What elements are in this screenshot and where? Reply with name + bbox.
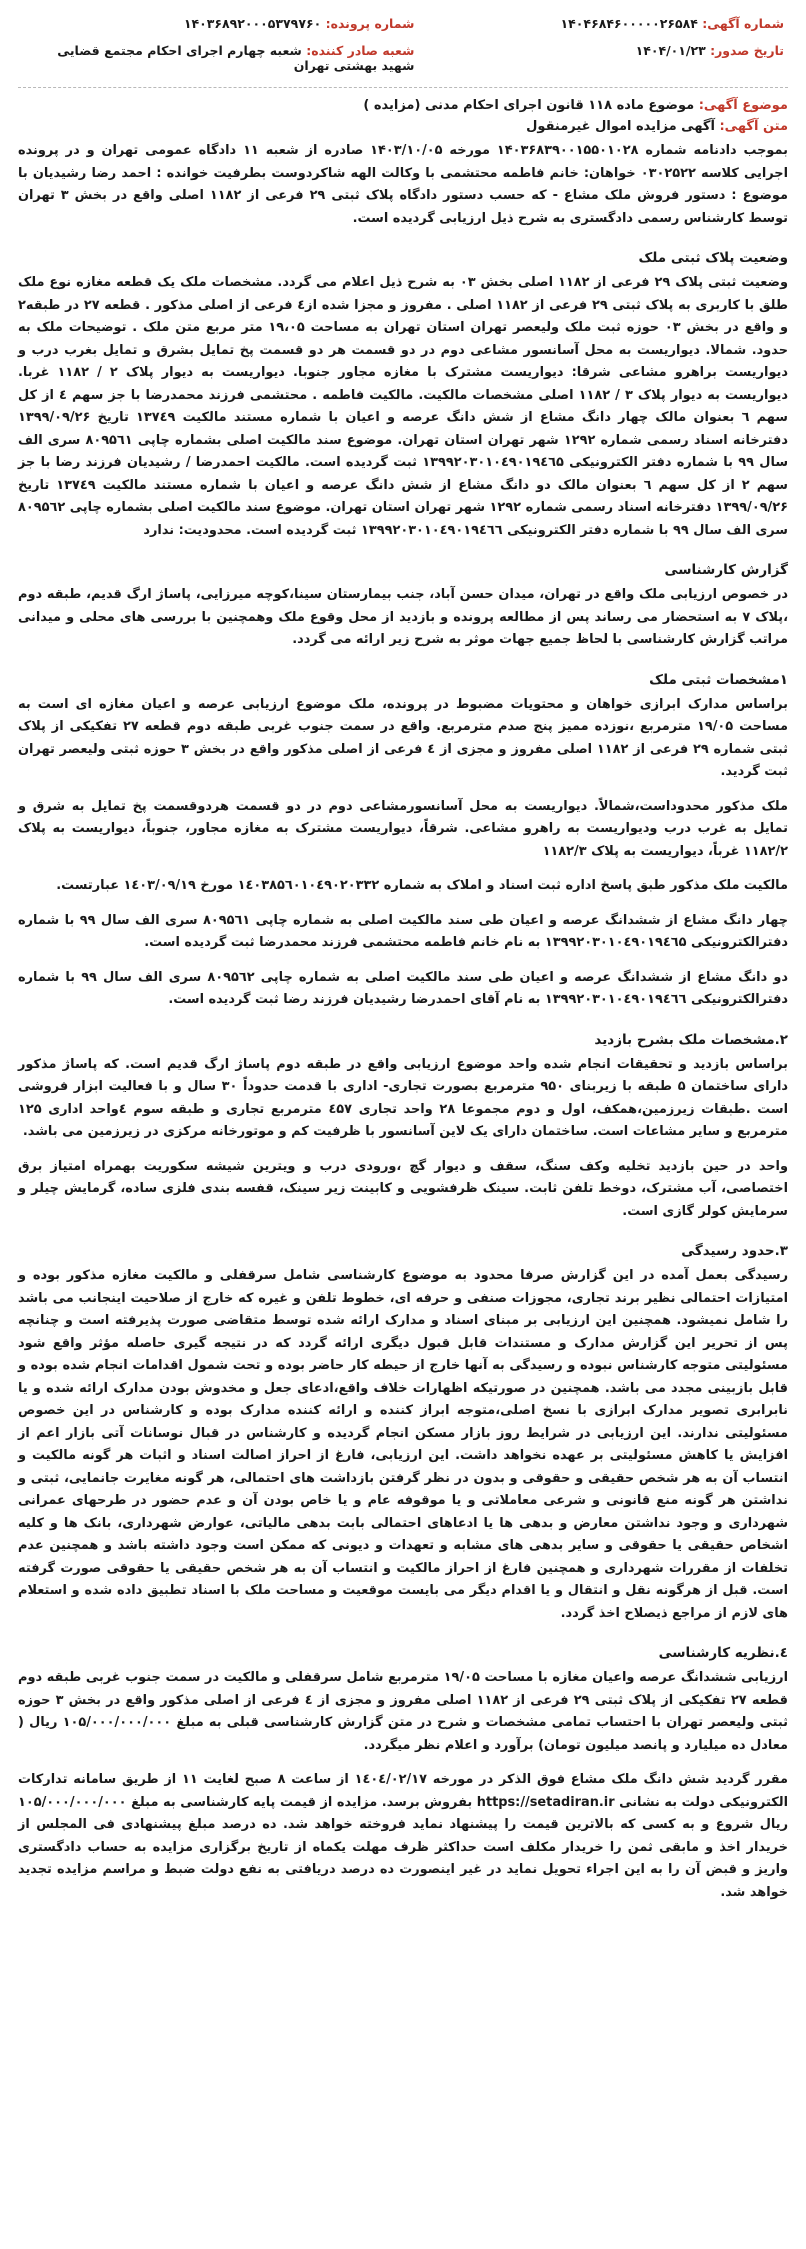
ad-number-value: ۱۴۰۴۶۸۴۶۰۰۰۰۰۲۶۵۸۴: [560, 16, 698, 31]
body-paragraph: بموجب دادنامه شماره ۱۴۰۳۶۸۳۹۰۰۱۵۵۰۱۰۲۸ مورخه ۱۴۰۳/۱۰/۰۵ صادره از شعبه ۱۱ دادگاه عمومی تهران و در پرونده اجرایی کلاسه ۰۳۰۲۵۲۲ خواهان: خانم فاطمه محتشمی با وکالت الهه شاکردوست بطرفیت خوانده : احمد رضا رشیدیان با موضوع : دستور فروش ملک مشاع - که حسب دستور دادگاه پلاک ثبتی ۲۹ فرعی از ۱۱۸۲ اصلی واقع در بخش ۳ تهران توسط کارشناس رسمی دادگستری به شرح ذیل ارزیابی گردیده است.: [18, 143, 788, 226]
issue-date-row: [418, 37, 788, 79]
section-heading: ٤.نظریه کارشناسی: [658, 1645, 788, 1661]
issuing-branch-value: شعبه چهارم اجرای احکام مجتمع قضایی شهید بهشتی تهران: [57, 43, 415, 73]
subject-value: موضوع ماده ۱۱۸ قانون اجرای احکام مدنی (مزایده ): [363, 98, 695, 113]
subject-line: [18, 98, 788, 113]
body-paragraph: براساس مدارک ابرازی خواهان و محتویات مضبوط در پرونده، ملک موضوع ارزیابی عرصه و اعیان مغازه ای است به مساحت ۱۹/۰۵ مترمربع ،نوزده ممیز پنج صدم مترمربع. واقع در سمت جنوب غربی طبقه دوم قطعه ۲۷ تفکیکی از پلاک ثبتی شماره ۲۹ فرعی از ۱۱۸۲ اصلی مفروز و مجزی از ٤ فرعی از اصلی مذکور واقع در بخش ۳ حوزه ثبتی ولیعصر تهران ثبت گردید.: [18, 696, 788, 779]
body-paragraph: مالکیت ملک مذکور طبق پاسخ اداره ثبت اسناد و املاک به شماره ۱٤۰۳۸۵٦۰۱۰٤۹۰۲۰۳۳۲ مورخ ۱٤۰۳/۰۹/۱۹ عبارتست.: [56, 878, 788, 893]
text-label: متن آگهی:: [719, 119, 788, 134]
section-heading: گزارش کارشناسی: [664, 562, 788, 578]
text-title-value: آگهی مزایده اموال غیرمنقول: [526, 119, 715, 134]
body-paragraph: مقرر گردید شش دانگ ملک مشاع فوق الذکر در مورخه ۱٤۰٤/۰۲/۱۷ از ساعت ۸ صبح لغایت ۱۱ از طریق سامانه تدارکات الکترونیکی دولت به نشانی https://setadiran.ir بفروش برسد. مزایده از قیمت پایه کارشناسی به مبلغ ۱۰۵/۰۰۰/۰۰۰/۰۰۰ ریال شروع و به کسی که بالاترین قیمت را پیشنهاد نماید فروخته خواهد شد. ده درصد مبلغ پیشنهادی فی المجلس از خریدار اخذ و مابقی ثمن را خریدار مکلف است حداکثر ظرف مهلت یکماه از تاریخ برگزاری مزایده به حساب دادگستری واریز و قبض آن را به این اجراء تحویل نماید در غیر اینصورت ده درصد دریافتی به نفع دولت ضبط و مراسم مزایده تجدید خواهد شد.: [18, 1772, 788, 1900]
body-paragraph: واحد در حین بازدید تخلیه وکف سنگ، سقف و دیوار گچ ،ورودی درب و ویترین شیشه سکوریت بهمراه امتیاز برق اختصاصی، آب مشترک، دوخط تلفن ثابت. سینک ظرفشویی و کابینت زیر سینک، قفسه بندی فلزی ساده، گرمایش چیلر و سرمایش کولر گازی است.: [18, 1158, 788, 1219]
file-number-row: [18, 10, 418, 37]
body-paragraph: چهار دانگ مشاع از ششدانگ عرصه و اعیان طی سند مالکیت اصلی به شماره چاپی ۸۰۹۵٦۱ سری الف سال ۹۹ با شماره دفترالکترونیکی ۱۳۹۹۲۰۳۰۱۰٤۹۰۱۹٤٦۵ به نام خانم فاطمه محتشمی فرزند محمدرضا ثبت گردیده است.: [18, 912, 788, 950]
body-paragraph: براساس بازدید و تحقیقات انجام شده واحد موضوع ارزیابی واقع در طبقه دوم پاساژ ارگ قدیم است. که پاساژ مذکور دارای ساختمان ۵ طبقه با زیربنای ۹۵۰ مترمربع بصورت تجاری- اداری با قدمت حدوداً ۳۰ سال و با فعالیت ابزار فروشی است .طبقات زیرزمین،همکف، اول و دوم مجموعا ۲۸ واحد تجاری ٤۵۷ مترمربع تجاری و طبقه سوم ٤واحد اداری ۱۲۵ مترمربع و سایر مشاعات است. ساختمان دارای یک لاین آسانسور با ظرفیت کم و موتورخانه مرکزی در زیرزمین می باشد.: [18, 1056, 789, 1139]
issuing-branch-row: [18, 37, 418, 79]
body-paragraph: ملک مذکور محدوداست،شمالاً. دیواریست به محل آسانسورمشاعی دوم در دو قسمت هردوقسمت پخ تمایل به شرق و تمایل به غرب درب ودیواریست به راهرو مشاعی. شرقاً، دیواریست مشترک به مغازه مجاور، جنوباً، دیواریست به پلاک ۱۱۸۲/۲ غرباً، دیواریست به پلاک ۱۱۸۲/۳: [18, 798, 788, 859]
issue-date-label: تاریخ صدور:: [710, 43, 784, 58]
announcement-body: [18, 140, 788, 1904]
section-heading: وضعیت پلاک ثبتی ملک: [638, 250, 788, 266]
issuing-branch-label: شعبه صادر کننده:: [306, 43, 415, 58]
body-paragraph: وضعیت ثبتی پلاک ۲۹ فرعی از ۱۱۸۲ اصلی بخش ۰۳ به شرح ذیل اعلام می گردد. مشخصات ملک یک قطعه مغازه نوع ملک طلق با کاربری به پلاک ثبتی ۲۹ فرعی از ۱۱۸۲ اصلی . مفروز و مجزا شده از٤ فرعی از اصلی مذکور . قطعه ۲۷ در طبقه۲ و واقع در بخش ۰۳ حوزه ثبت ملک ولیعصر تهران استان تهران به مساحت ۱۹،۰۵ متر مربع متن ملک . توضیحات ملک به حدود. شمالا. دیواریست به محل آسانسور مشاعی دوم در دو قسمت هر دو قسمت پخ تمایل بشرق و تمایل بغرب درب و دیواریست براهرو مشاعی شرقا: دیواریست مشترک با مغازه مجاور جنوبا. دیواریست به دیوار پلاک ۲ / ۱۱۸۲ غربا. دیواریست به دیوار پلاک ۳ / ۱۱۸۲ اصلی مشخصات مالکیت. مالکیت فاطمه . محتشمی فرزند محمدرضا با جز سهم ٤ از کل سهم ٦ بعنوان مالک چهار دانگ مشاع از شش دانگ عرصه و اعیان با شماره مستند مالکیت ۱۳۷٤۹ تاریخ ۱۳۹۹/۰۹/۲۶ دفترخانه اسناد رسمی شماره ۱۲۹۲ شهر تهران استان تهران. موضوع سند مالکیت اصلی بشماره چاپی ۸۰۹۵٦۱ سری الف سال ۹۹ با شماره دفتر الکترونیکی ۱۳۹۹۲۰۳۰۱۰٤۹۰۱۹٤٦۵ ثبت گردیده است. مالکیت احمدرضا / رشیدیان فرزند رضا با جز سهم ۲ از کل سهم ٦ بعنوان مالک دو دانگ مشاع از شش دانگ عرصه و اعیان با شماره مستند مالکیت ۱۳۷٤۹ تاریخ ۱۳۹۹/۰۹/۲۶ دفترخانه اسناد رسمی شماره ۱۲۹۲ شهر تهران استان تهران. موضوع سند مالکیت اصلی بشماره چاپی ۸۰۹۵٦۲ سری الف سال ۹۹ با شماره دفتر الکترونیکی ۱۳۹۹۲۰۳۰۱۰٤۹۰۱۹٤٦٦ ثبت گردیده است. محدودیت: ندارد: [18, 275, 789, 538]
subject-label: موضوع آگهی:: [698, 98, 788, 113]
text-title-line: [18, 119, 788, 134]
section-heading: ۱مشخصات ثبتی ملک: [649, 671, 788, 688]
header-divider: [18, 87, 788, 88]
body-paragraph: رسیدگی بعمل آمده در این گزارش صرفا محدود به موضوع کارشناسی شامل سرقفلی و مالکیت مغازه مذکور بوده و امتیازات احتمالی نظیر برند تجاری، مجوزات صنفی و حرفه ای، خطوط تلفن و غیره که خارج از صلاحیت اینجانب می باشد را شامل نمیشود. همچنین این ارزیابی بر مبنای اسناد و مدارک ارائه شده توسط متقاضی صورت پذیرفته است و چنانچه پس از تحریر این گزارش مدارک و مستندات قابل قبول دیگری ارائه گردد که در نتیجه گیری حاصله مؤثر واقع شود مسئولیتی متوجه کارشناس نبوده و رسیدگی به آنها خارج از حیطه کار حاضر بوده و تحت شمول اقدامات انجام شده بوده و قابل بازبینی مجدد می باشد. همچنین در صورتیکه اظهارات خلاف واقع،ادعای جعل و مخدوش بودن مدارک ارائه شده و یا نابرابری تصویر مدارک ابرازی با نسخ اصلی،متوجه ابراز کننده و ارائه کننده مدارک بوده و کارشناس در این خصوص مسئولیتی ندارند. این ارزیابی در شرایط روز بازار مسکن انجام گردیده و کارشناس در قبال نوسانات آتی بازار اعم از افزایش یا کاهش مسئولیتی بر عهده نخواهد داشت. این ارزیابی، فارغ از احراز اصالت اسناد و اثبات هر گونه مالکیت و انتساب آن به هر شخص حقیقی و حقوقی و بدون در نظر گرفتن بازداشت های احتمالی، هر گونه مغایرت جانمایی، ثبتی و نداشتن هر گونه منع قانونی و شرعی معاملاتی و یا موقوفه عام و یا خاص بودن آن و عدم حضور در طرحهای عمرانی شهرداری و وجود نداشتن معارض و بدهی ها یا ادعاهای احتمالی بابت بدهی مالیاتی، عوارض شهرداری، بانک ها و کلیه اشخاص حقیقی یا حقوقی و سایر بدهی های مشابه و تعهدات و دیونی که ممکن است وجود داشته باشد و همچنین عدم تخلفات از مقررات شهرداری و همچنین فارغ از احراز مالکیت و انتساب آن به هر شخص حقیقی یا حقوقی صورت گرفته است. قبل از هرگونه نقل و انتقال و یا اقدام دیگر می بایست موقعیت و مساحت ملک با اسناد تطبیق داده شده و استعلام های لازم از مراجع ذیصلاح اخذ گردد.: [18, 1268, 788, 1621]
section-heading: ۲.مشخصات ملک بشرح بازدید: [594, 1031, 788, 1048]
section-heading: ۳.حدود رسیدگی: [681, 1243, 788, 1259]
body-paragraph: در خصوص ارزیابی ملک واقع در تهران، میدان حسن آباد، جنب بیمارستان سینا،کوچه میرزایی، پاساژ ارگ قدیم، طبقه دوم ،پلاک ۷ به استحضار می رساند پس از مطالعه پرونده و بازدید از محل وقوع ملک وهمچنین با بررسی های محلی و میدانی مراتب گزارش کارشناسی با لحاظ جمیع جهات موثر به شرح زیر ارائه می گردد.: [18, 587, 789, 647]
ad-number-row: [418, 10, 788, 37]
header-meta-table: [18, 10, 788, 79]
file-number-value: ۱۴۰۳۶۸۹۲۰۰۰۵۳۷۹۷۶۰: [183, 16, 322, 31]
body-paragraph: ارزیابی ششدانگ عرصه واعیان مغازه با مساحت ۱۹/۰۵ مترمربع شامل سرقفلی و مالکیت در سمت جنوب غربی طبقه دوم قطعه ۲۷ تفکیکی از پلاک ثبتی ۲۹ فرعی از ۱۱۸۲ اصلی مفروز و مجزی از ٤ فرعی از اصلی مذکور واقع در بخش ۳ حوزه ثبتی ولیعصر تهران با احتساب تمامی مشخصات و شرح در متن گزارش کارشناسی قبلی به مبلغ ۱۰۵/۰۰۰/۰۰۰/۰۰۰ ریال ( معادل ده میلیارد و پانصد میلیون تومان) برآورد و اعلام نظر میگردد.: [18, 1670, 789, 1753]
body-paragraph: دو دانگ مشاع از ششدانگ عرصه و اعیان طی سند مالکیت اصلی به شماره چاپی ۸۰۹۵٦۲ سری الف سال ۹۹ با شماره دفترالکترونیکی ۱۳۹۹۲۰۳۰۱۰٤۹۰۱۹٤٦٦ به نام آقای احمدرضا رشیدیان فرزند رضا ثبت گردیده است.: [18, 969, 788, 1007]
ad-number-label: شماره آگهی:: [702, 16, 784, 31]
issue-date-value: ۱۴۰۴/۰۱/۲۳: [635, 43, 706, 58]
file-number-label: شماره پرونده:: [325, 16, 415, 31]
